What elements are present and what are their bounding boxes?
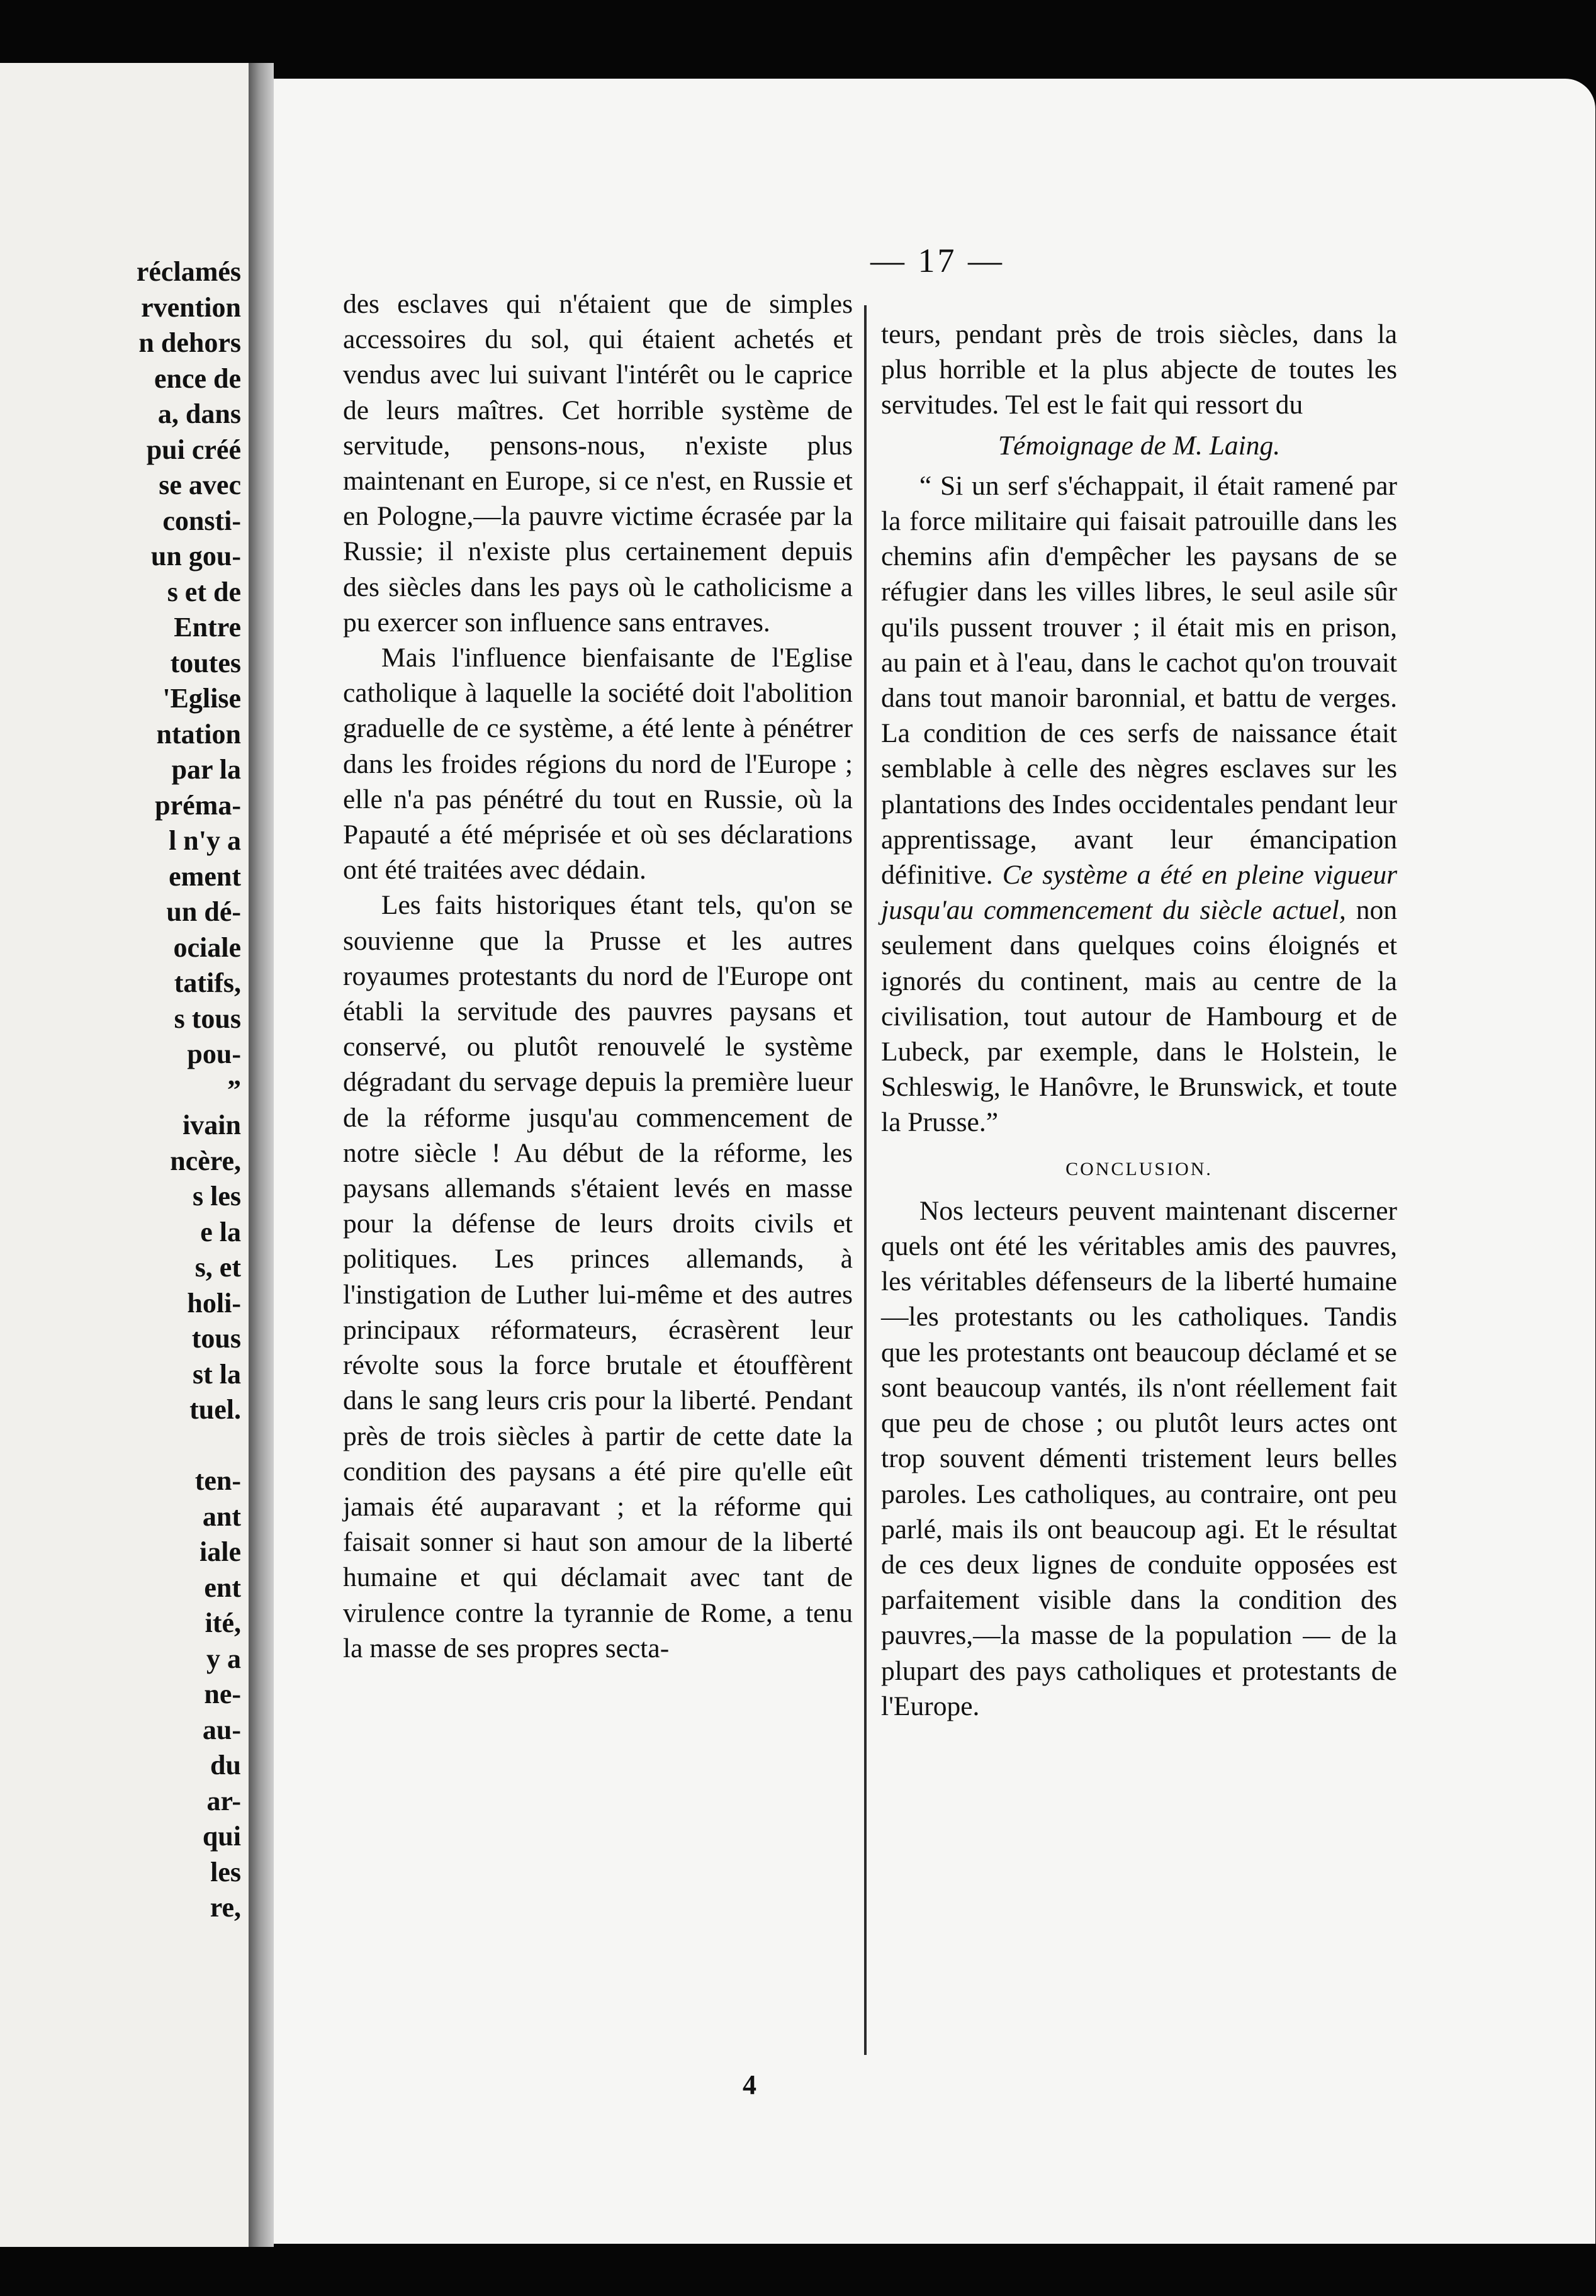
left-page-text-fragment: re, (210, 1892, 241, 1923)
left-page-text-fragment: tous (191, 1323, 241, 1354)
left-page-text-fragment: iale (200, 1536, 241, 1567)
section-heading-conclusion: CONCLUSION. (1065, 1158, 1213, 1179)
left-page-text-fragment: au- (202, 1714, 241, 1745)
left-page-text-fragment: consti- (162, 505, 241, 536)
left-page-text-fragment: toutes (170, 647, 241, 678)
left-page-text-fragment: ntation (156, 718, 241, 750)
left-page-text-fragment: réclamés (136, 256, 241, 287)
left-page-text-fragment: 'Eglise (162, 683, 241, 714)
left-page-text-fragment: ent (204, 1572, 241, 1603)
left-page-text-fragment: ” (227, 1074, 241, 1105)
left-page-text-fragment: les (210, 1856, 241, 1888)
text-column-right (881, 317, 1397, 1724)
book-page-right (274, 79, 1595, 2244)
left-page-text-fragment: tuel. (189, 1394, 241, 1425)
left-page-text-fragment: n dehors (138, 327, 241, 358)
paragraph: des esclaves qui n'étaient que de simples accessoires du sol, qui étaient achetés et vendus avec lui suivant l'intérêt ou le caprice de leurs maîtres. Cet horrible système de servitude, pensons-nous, n'existe plus maintenant en Europe, si ce n'est, en Russie et en Pologne,—la pauvre victime écrasée par la Russie; il n'existe plus certainement depuis des siècles dans les pays où le catholicisme a pu exercer son influence sans entraves. (343, 289, 853, 638)
left-page-text-fragment: ivain (183, 1110, 241, 1140)
section-heading-testimony: Témoignage de M. Laing. (998, 430, 1281, 461)
left-page-text-fragment: s les (193, 1181, 241, 1212)
left-page-text-fragment: l n'y a (169, 825, 241, 856)
left-page-text-fragment: tatifs, (174, 967, 241, 998)
left-page-text-fragment: ité, (205, 1607, 241, 1638)
left-page-text-fragment: du (210, 1750, 241, 1781)
column-divider (864, 305, 867, 2055)
left-page-text-fragment: ar- (206, 1785, 241, 1816)
left-page-text-fragment: Entre (174, 612, 241, 643)
left-page-text-fragment: ncère, (170, 1145, 241, 1176)
left-page-text-fragment: un gou- (150, 541, 241, 571)
page-number: — 17 — (870, 242, 1004, 279)
left-page-text-fragment: s, et (194, 1252, 241, 1283)
left-page-text-fragment: un dé- (166, 896, 241, 927)
quote-text: “ Si un serf s'échappait, il était ramené par la force militaire qui faisait patrouille dans les chemins afin d'empêcher les paysans de se réfugier dans les villes libres, le seul asile sûr qu'ils pussent trouver ; il était mis en prison, au pain et à l'eau, dans le cachot qu'on trouvait dans tout manoir baronnial, et battu de verges. La condition de ces serfs de naissance était semblable à celle des nègres esclaves sur les plantations des Indes occidentales pendant leur apprentissage, avant leur émancipation définitive. (881, 470, 1397, 891)
quote-paragraph (881, 468, 1397, 1140)
left-page-text-fragment: pui créé (146, 434, 241, 465)
left-page-text-fragment: ement (169, 860, 241, 892)
facing-page-left (0, 63, 252, 2247)
text-column-left (343, 286, 853, 1666)
left-page-text-fragment: ten- (194, 1465, 241, 1496)
left-page-text-fragment: préma- (155, 789, 241, 821)
left-page-text-fragment: ant (202, 1500, 241, 1532)
quote-emphasis: Ce système a été en pleine vigueur jusqu'au commencement du siècle actuel, (881, 860, 1398, 926)
paragraph: Nos lecteurs peuvent maintenant discerner quels ont été les véritables amis des pauvres, les véritables défenseurs de la liberté humaine—les protestants ou les catholiques. Tandis que les protestants ont beaucoup déclamé et se sont beaucoup vantés, ils n'ont réellement fait que peu de chose ; ou plutôt leurs actes ont trop souvent démenti tristement leurs belles paroles. Les catholiques, au contraire, ont peu parlé, mais ils ont beaucoup agi. Et le résultat de ces deux lignes de conduite opposées est parfaitement visible dans la condition des pauvres,—la masse de la population — de la plupart des pays catholiques et protestants de l'Europe. (881, 1195, 1397, 1721)
paragraph: teurs, pendant près de trois siècles, dans la plus horrible et la plus abjecte de toutes les servitudes. Tel est le fait qui ressort du (881, 319, 1397, 420)
book-gutter (249, 63, 274, 2247)
left-page-text-fragment: rvention (141, 291, 241, 323)
left-page-text-fragment: st la (193, 1358, 241, 1390)
left-page-text-fragment: par la (171, 754, 241, 785)
left-page-text-fragment: ociale (173, 931, 241, 963)
left-page-text-fragment: holi- (187, 1287, 241, 1319)
left-page-text-fragment: a, dans (157, 398, 241, 429)
left-page-text-fragment: se avec (159, 470, 241, 500)
quote-text: non seulement dans quelques coins éloignés et ignorés du continent, mais au centre de la civilisation, tout autour de Hambourg et de Lubeck, par exemple, dans le Holstein, le Schleswig, le Hanôvre, le Brunswick, et toute la Prusse.” (881, 895, 1398, 1138)
paragraph: Les faits historiques étant tels, qu'on se souvienne que la Prusse et les autres royaumes protestants du nord de l'Europe ont établi la servitude des pauvres paysans et conservé, ou plutôt renouvelé le système dégradant du servage depuis la première lueur de la réforme jusqu'au commencement de notre siècle ! Au début de la réforme, les paysans allemands s'étaient levés en masse pour la défense de leurs droits civils et politiques. Les princes allemands, à l'instigation de Luther lui-même et des autres principaux réformateurs, écrasèrent leur révolte sous la force brutale et étouffèrent dans le sang leurs cris pour la liberté. Pendant près de trois siècles à partir de cette date la condition des paysans a été pire qu'elle eût jamais été auparavant ; et la réforme qui faisait sonner si haut son amour de la liberté humaine et qui déclamait avec tant de virulence contre la tyrannie de Rome, a tenu la masse de ses propres secta- (343, 890, 853, 1663)
left-page-text-fragment: ne- (204, 1679, 241, 1709)
left-page-text-fragment: s et de (167, 576, 241, 607)
left-page-text-fragment: s tous (174, 1003, 241, 1034)
left-page-text-fragment: qui (202, 1821, 241, 1852)
left-page-text-fragment: ence de (154, 363, 241, 394)
signature-mark: 4 (743, 2069, 756, 2100)
left-page-text-fragment: e la (200, 1216, 241, 1247)
paragraph: Mais l'influence bienfaisante de l'Eglise catholique à laquelle la société doit l'abolition graduelle de ce système, a été lente à pénétrer dans les froides régions du nord de l'Europe ; elle n'a pas pénétré du tout en Russie, où la Papauté a été méprisée et où ses déclarations ont été traitées avec dédain. (343, 643, 853, 886)
left-page-text-fragment: y a (206, 1643, 241, 1674)
left-page-text-fragment: pou- (187, 1038, 241, 1069)
